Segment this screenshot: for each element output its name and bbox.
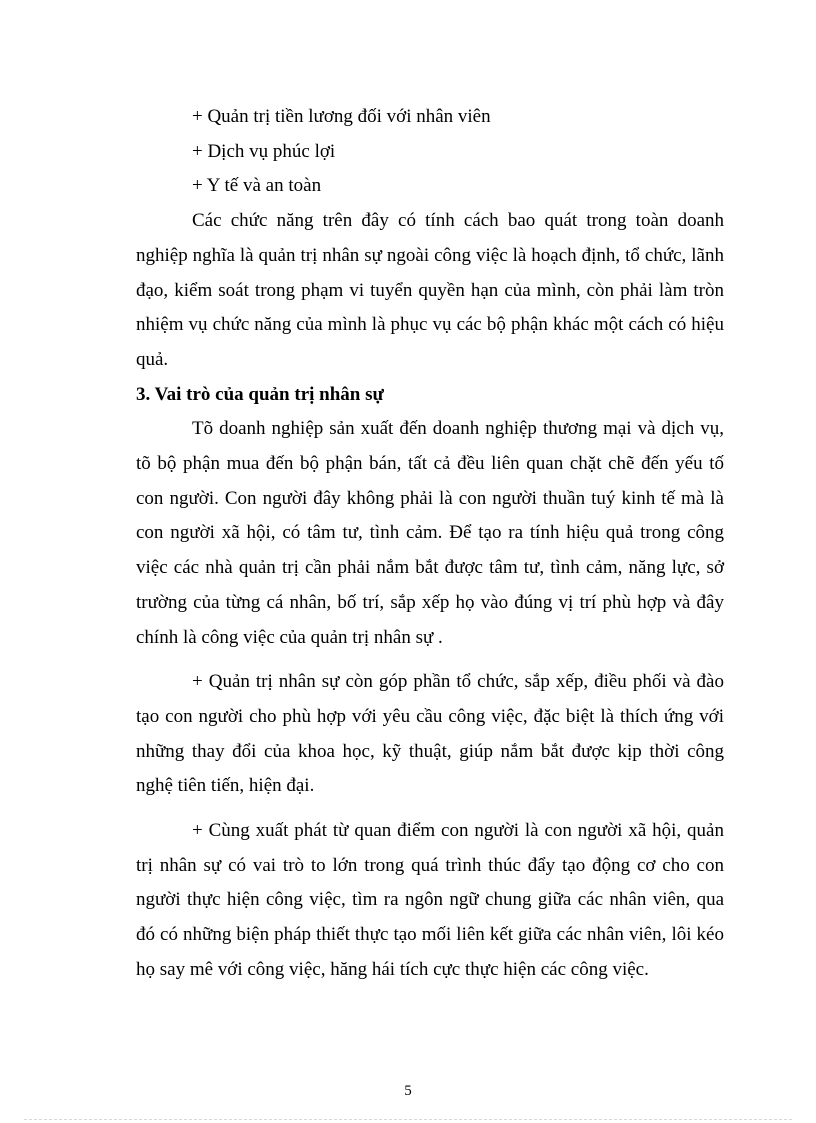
bullet-item: + Quản trị tiền lương đối với nhân viên (192, 106, 491, 127)
bullet-item: + Y tế và an toàn (192, 175, 322, 197)
paragraph-bullet-motivation: + Cùng xuất phát từ quan điểm con người là con người xã hội, quản trị nhân sự có vai trò to lớn trong quá trình thúc đẩy tạo động cơ cho con người thực hiện công việc, tìm ra ngôn ngữ chung giữa các nhân viên, qua đó có những biện pháp thiết thực tạo mối liên kết giữa các nhân viên, lôi kéo họ say mê với công việc, hăng hái tích cực thực hiện các công việc. (136, 820, 724, 980)
paragraph-role: Tõ doanh nghiệp sản xuất đến doanh nghiệp thương mại và dịch vụ, tõ bộ phận mua đến bộ phận bán, tất cả đều liên quan chặt chẽ đến yếu tố con người. Con người đây không phải là con người thuần tuý kinh tế mà là con người xã hội, có tâm tư, tình cảm. Để tạo ra tính hiệu quả trong công việc các nhà quản trị cần phải nắm bắt được tâm tư, tình cảm, năng lực, sở trường của từng cá nhân, bố trí, sắp xếp họ vào đúng vị trí phù hợp và đây chính là công việc của quản trị nhân sự . (136, 418, 724, 648)
document-body (136, 100, 724, 988)
page-number: 5 (404, 1083, 412, 1099)
paragraph-bullet-organize: + Quản trị nhân sự còn góp phần tổ chức, sắp xếp, điều phối và đào tạo con người cho phù hợp với yêu cầu công việc, đặc biệt là thích ứng với những thay đổi của khoa học, kỹ thuật, giúp nắm bắt được kịp thời công nghệ tiên tiến, hiện đại. (136, 671, 724, 797)
bullet-item: + Dịch vụ phúc lợi (192, 140, 336, 162)
section-heading: 3. Vai trò của quản trị nhân sự (136, 383, 384, 405)
page-bottom-border (24, 1119, 792, 1120)
paragraph-functions: Các chức năng trên đây có tính cách bao quát trong toàn doanh nghiệp nghĩa là quản trị nhân sự ngoài công việc là hoạch định, tổ chức, lãnh đạo, kiểm soát trong phạm vi tuyển quyền hạn của mình, còn phải làm tròn nhiệm vụ chức năng của mình là phục vụ các bộ phận khác một cách có hiệu quả. (136, 210, 724, 370)
